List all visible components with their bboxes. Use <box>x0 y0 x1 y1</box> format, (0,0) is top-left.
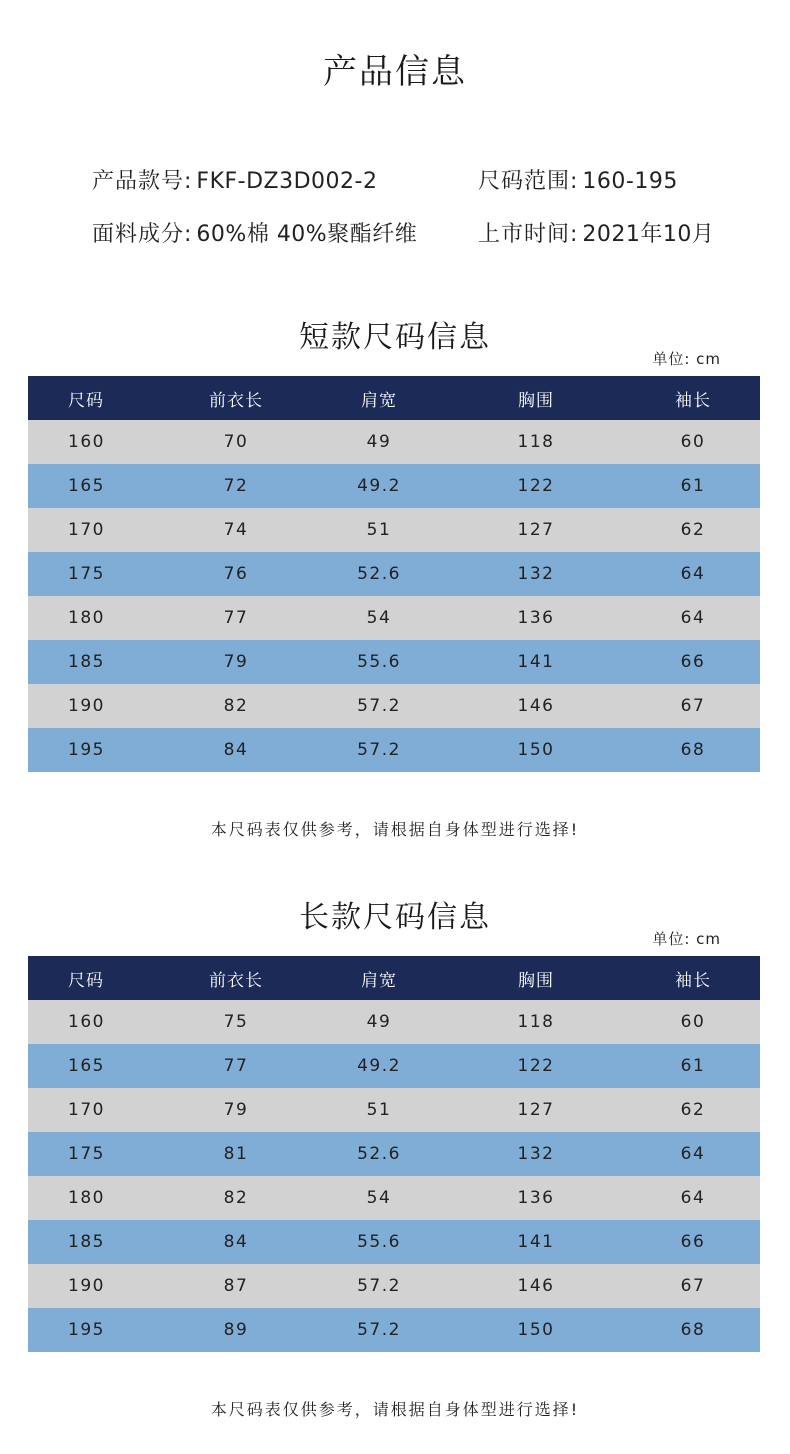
table-row <box>28 508 760 552</box>
cell-shoulder: 49.2 <box>312 464 446 508</box>
header-shoulder: 肩宽 <box>312 956 446 1000</box>
cell-front-length: 76 <box>160 552 312 596</box>
header-chest: 胸围 <box>446 376 626 420</box>
cell-sleeve: 64 <box>626 1176 760 1220</box>
header-shoulder: 肩宽 <box>312 376 446 420</box>
cell-front-length: 75 <box>160 1000 312 1044</box>
table-row <box>28 684 760 728</box>
cell-front-length: 84 <box>160 728 312 772</box>
cell-chest: 141 <box>446 1220 626 1264</box>
cell-shoulder: 57.2 <box>312 728 446 772</box>
cell-chest: 141 <box>446 640 626 684</box>
cell-chest: 146 <box>446 684 626 728</box>
cell-shoulder: 52.6 <box>312 552 446 596</box>
long-size-unit: 单位: cm <box>652 930 721 948</box>
cell-shoulder: 49 <box>312 420 446 464</box>
header-size: 尺码 <box>28 376 160 420</box>
header-front-length: 前衣长 <box>160 956 312 1000</box>
table-row <box>28 1000 760 1044</box>
cell-shoulder: 51 <box>312 508 446 552</box>
cell-size: 185 <box>28 1220 160 1264</box>
cell-size: 165 <box>28 464 160 508</box>
cell-front-length: 70 <box>160 420 312 464</box>
cell-front-length: 82 <box>160 684 312 728</box>
cell-shoulder: 52.6 <box>312 1132 446 1176</box>
cell-sleeve: 66 <box>626 1220 760 1264</box>
long-size-note: 本尺码表仅供参考，请根据自身体型进行选择! <box>210 1400 580 1419</box>
cell-sleeve: 60 <box>626 420 760 464</box>
page-title: 产品信息 <box>323 52 467 92</box>
cell-chest: 127 <box>446 1088 626 1132</box>
cell-size: 190 <box>28 1264 160 1308</box>
short-size-table <box>28 376 760 772</box>
header-size: 尺码 <box>28 956 160 1000</box>
table-row <box>28 1044 760 1088</box>
launch-value: 2021年10月 <box>582 222 715 247</box>
header-sleeve: 袖长 <box>626 956 760 1000</box>
cell-chest: 150 <box>446 1308 626 1352</box>
cell-front-length: 74 <box>160 508 312 552</box>
cell-size: 180 <box>28 596 160 640</box>
cell-sleeve: 67 <box>626 1264 760 1308</box>
cell-sleeve: 66 <box>626 640 760 684</box>
cell-shoulder: 49 <box>312 1000 446 1044</box>
cell-sleeve: 64 <box>626 1132 760 1176</box>
header-chest: 胸围 <box>446 956 626 1000</box>
cell-sleeve: 61 <box>626 1044 760 1088</box>
cell-size: 175 <box>28 552 160 596</box>
table-row <box>28 1308 760 1352</box>
cell-shoulder: 49.2 <box>312 1044 446 1088</box>
product-model-value: FKF-DZ3D002-2 <box>196 169 378 194</box>
header-sleeve: 袖长 <box>626 376 760 420</box>
long-size-table <box>28 956 760 1352</box>
short-size-note: 本尺码表仅供参考，请根据自身体型进行选择! <box>210 820 580 839</box>
cell-size: 165 <box>28 1044 160 1088</box>
cell-chest: 150 <box>446 728 626 772</box>
cell-front-length: 82 <box>160 1176 312 1220</box>
cell-chest: 122 <box>446 1044 626 1088</box>
cell-front-length: 87 <box>160 1264 312 1308</box>
fabric-value: 60%棉 40%聚酯纤维 <box>196 222 418 247</box>
table-row <box>28 1176 760 1220</box>
size-range <box>478 164 678 195</box>
cell-chest: 118 <box>446 1000 626 1044</box>
cell-chest: 122 <box>446 464 626 508</box>
cell-size: 180 <box>28 1176 160 1220</box>
table-row <box>28 1088 760 1132</box>
table-header-row <box>28 376 760 420</box>
cell-front-length: 79 <box>160 640 312 684</box>
cell-shoulder: 54 <box>312 1176 446 1220</box>
table-row <box>28 464 760 508</box>
cell-size: 195 <box>28 1308 160 1352</box>
cell-front-length: 77 <box>160 1044 312 1088</box>
cell-chest: 136 <box>446 1176 626 1220</box>
cell-size: 185 <box>28 640 160 684</box>
cell-shoulder: 57.2 <box>312 1308 446 1352</box>
cell-front-length: 81 <box>160 1132 312 1176</box>
cell-front-length: 77 <box>160 596 312 640</box>
cell-shoulder: 51 <box>312 1088 446 1132</box>
cell-sleeve: 62 <box>626 1088 760 1132</box>
cell-shoulder: 54 <box>312 596 446 640</box>
fabric-label: 面料成分: <box>92 222 193 247</box>
cell-size: 170 <box>28 1088 160 1132</box>
long-size-title: 长款尺码信息 <box>299 900 491 935</box>
launch-label: 上市时间: <box>478 222 579 247</box>
short-size-unit: 单位: cm <box>652 350 721 368</box>
short-size-title: 短款尺码信息 <box>299 320 491 355</box>
cell-sleeve: 67 <box>626 684 760 728</box>
cell-sleeve: 61 <box>626 464 760 508</box>
table-row <box>28 420 760 464</box>
cell-shoulder: 55.6 <box>312 1220 446 1264</box>
product-model <box>92 164 377 195</box>
cell-sleeve: 60 <box>626 1000 760 1044</box>
table-header-row <box>28 956 760 1000</box>
launch-date <box>478 217 714 248</box>
cell-chest: 132 <box>446 552 626 596</box>
cell-front-length: 84 <box>160 1220 312 1264</box>
header-front-length: 前衣长 <box>160 376 312 420</box>
table-row <box>28 1220 760 1264</box>
size-range-value: 160-195 <box>582 169 678 194</box>
fabric-composition <box>92 217 417 248</box>
table-row <box>28 1132 760 1176</box>
table-row <box>28 596 760 640</box>
cell-size: 195 <box>28 728 160 772</box>
table-row <box>28 1264 760 1308</box>
cell-chest: 132 <box>446 1132 626 1176</box>
cell-front-length: 79 <box>160 1088 312 1132</box>
table-row <box>28 728 760 772</box>
cell-size: 170 <box>28 508 160 552</box>
cell-chest: 127 <box>446 508 626 552</box>
cell-front-length: 72 <box>160 464 312 508</box>
cell-sleeve: 64 <box>626 596 760 640</box>
table-row <box>28 552 760 596</box>
cell-sleeve: 68 <box>626 728 760 772</box>
cell-sleeve: 64 <box>626 552 760 596</box>
cell-chest: 146 <box>446 1264 626 1308</box>
cell-front-length: 89 <box>160 1308 312 1352</box>
cell-size: 160 <box>28 420 160 464</box>
cell-shoulder: 57.2 <box>312 684 446 728</box>
cell-sleeve: 68 <box>626 1308 760 1352</box>
size-range-label: 尺码范围: <box>478 169 579 194</box>
cell-chest: 136 <box>446 596 626 640</box>
cell-shoulder: 55.6 <box>312 640 446 684</box>
cell-shoulder: 57.2 <box>312 1264 446 1308</box>
cell-chest: 118 <box>446 420 626 464</box>
table-row <box>28 640 760 684</box>
cell-size: 190 <box>28 684 160 728</box>
cell-size: 175 <box>28 1132 160 1176</box>
cell-sleeve: 62 <box>626 508 760 552</box>
cell-size: 160 <box>28 1000 160 1044</box>
product-model-label: 产品款号: <box>92 169 193 194</box>
